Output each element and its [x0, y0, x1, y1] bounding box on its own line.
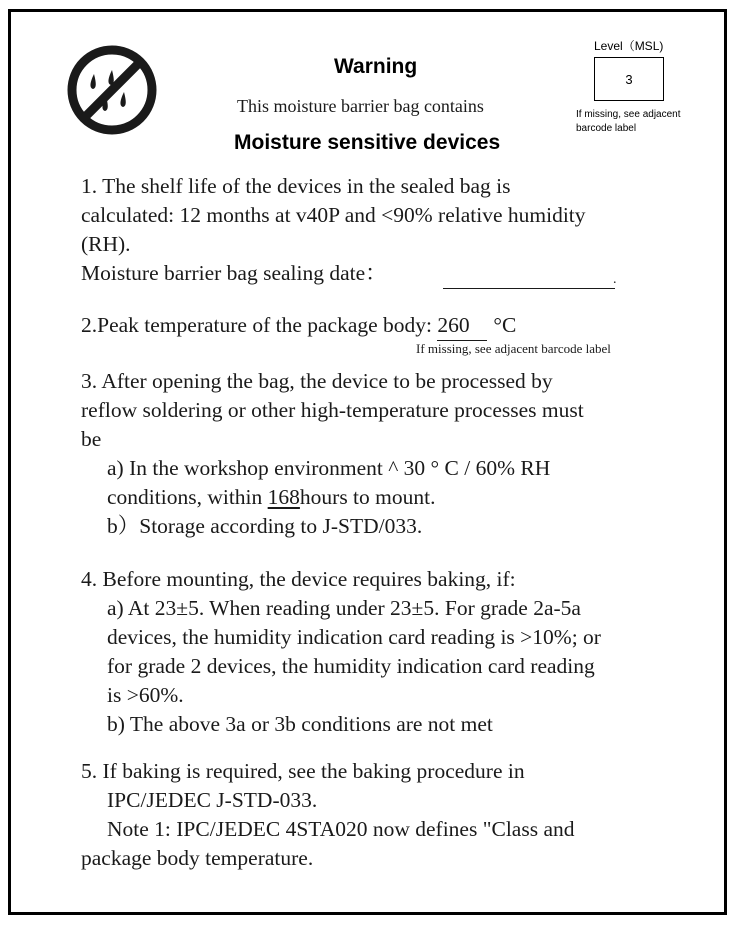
sealing-date-blank: [443, 288, 615, 289]
section-3a-prefix: conditions, within: [107, 485, 268, 509]
section-1: [81, 172, 586, 288]
sealing-date-label: Moisture barrier bag sealing date：: [81, 261, 387, 285]
section-3b-line: b）Storage according to J-STD/033.: [107, 514, 423, 538]
section-1-line1: 1. The shelf life of the devices in the sealed bag is: [81, 174, 511, 198]
section-3-line3: be: [81, 427, 102, 451]
peak-temp-unit: °C: [493, 313, 517, 337]
msl-missing-note: [576, 108, 681, 136]
section-5-note-line2: package body temperature.: [81, 846, 314, 870]
section-5-note-line1: Note 1: IPC/JEDEC 4STA020 now defines "Class and: [107, 817, 575, 841]
section-4a-line4: is >60%.: [107, 683, 184, 707]
section-3-line1: 3. After opening the bag, the device to be processed by: [81, 369, 553, 393]
section-1-line3: (RH).: [81, 232, 131, 256]
mount-hours-value: 168: [267, 485, 300, 509]
peak-temp-missing-note: If missing, see adjacent barcode label: [416, 341, 611, 356]
section-5: [81, 757, 575, 873]
msl-level-box: [594, 57, 664, 101]
msl-note-line2: barcode label: [576, 123, 637, 134]
section-3a-suffix: hours to mount.: [299, 485, 436, 509]
section-4a-line1: a) At 23±5. When reading under 23±5. For grade 2a-5a: [107, 596, 581, 620]
no-water-icon: [66, 44, 158, 136]
warning-title: Warning: [334, 55, 418, 78]
section-2: [81, 311, 516, 341]
section-3-line2: reflow soldering or other high-temperature processes must: [81, 398, 584, 422]
sealing-date-end: .: [613, 272, 617, 287]
peak-temp-field: [437, 311, 487, 341]
peak-temp-label: 2.Peak temperature of the package body:: [81, 313, 438, 337]
section-4a-line3: for grade 2 devices, the humidity indication card reading: [107, 654, 595, 678]
section-4-line1: 4. Before mounting, the device requires baking, if:: [81, 567, 516, 591]
msl-level-value: 3: [625, 71, 633, 87]
moisture-sensitive-headline: Moisture sensitive devices: [234, 131, 501, 154]
section-3a-line2: [81, 483, 584, 512]
section-4a-line2: devices, the humidity indication card reading is >10%; or: [107, 625, 601, 649]
section-1-line2: calculated: 12 months at v40P and <90% relative humidity: [81, 203, 586, 227]
section-3: [81, 367, 584, 541]
msl-note-line1: If missing, see adjacent: [576, 109, 681, 120]
section-5-line1: 5. If baking is required, see the baking procedure in: [81, 759, 525, 783]
msl-level-label: Level（MSL): [594, 39, 664, 53]
section-4: [81, 565, 601, 739]
section-4b-line: b) The above 3a or 3b conditions are not met: [107, 712, 493, 736]
section-3a-line1: a) In the workshop environment ^ 30 ° C / 60% RH: [107, 456, 551, 480]
section-5-line2: IPC/JEDEC J-STD-033.: [107, 788, 318, 812]
bag-contains-text: This moisture barrier bag contains: [237, 96, 484, 116]
peak-temp-value: 260: [437, 313, 470, 337]
